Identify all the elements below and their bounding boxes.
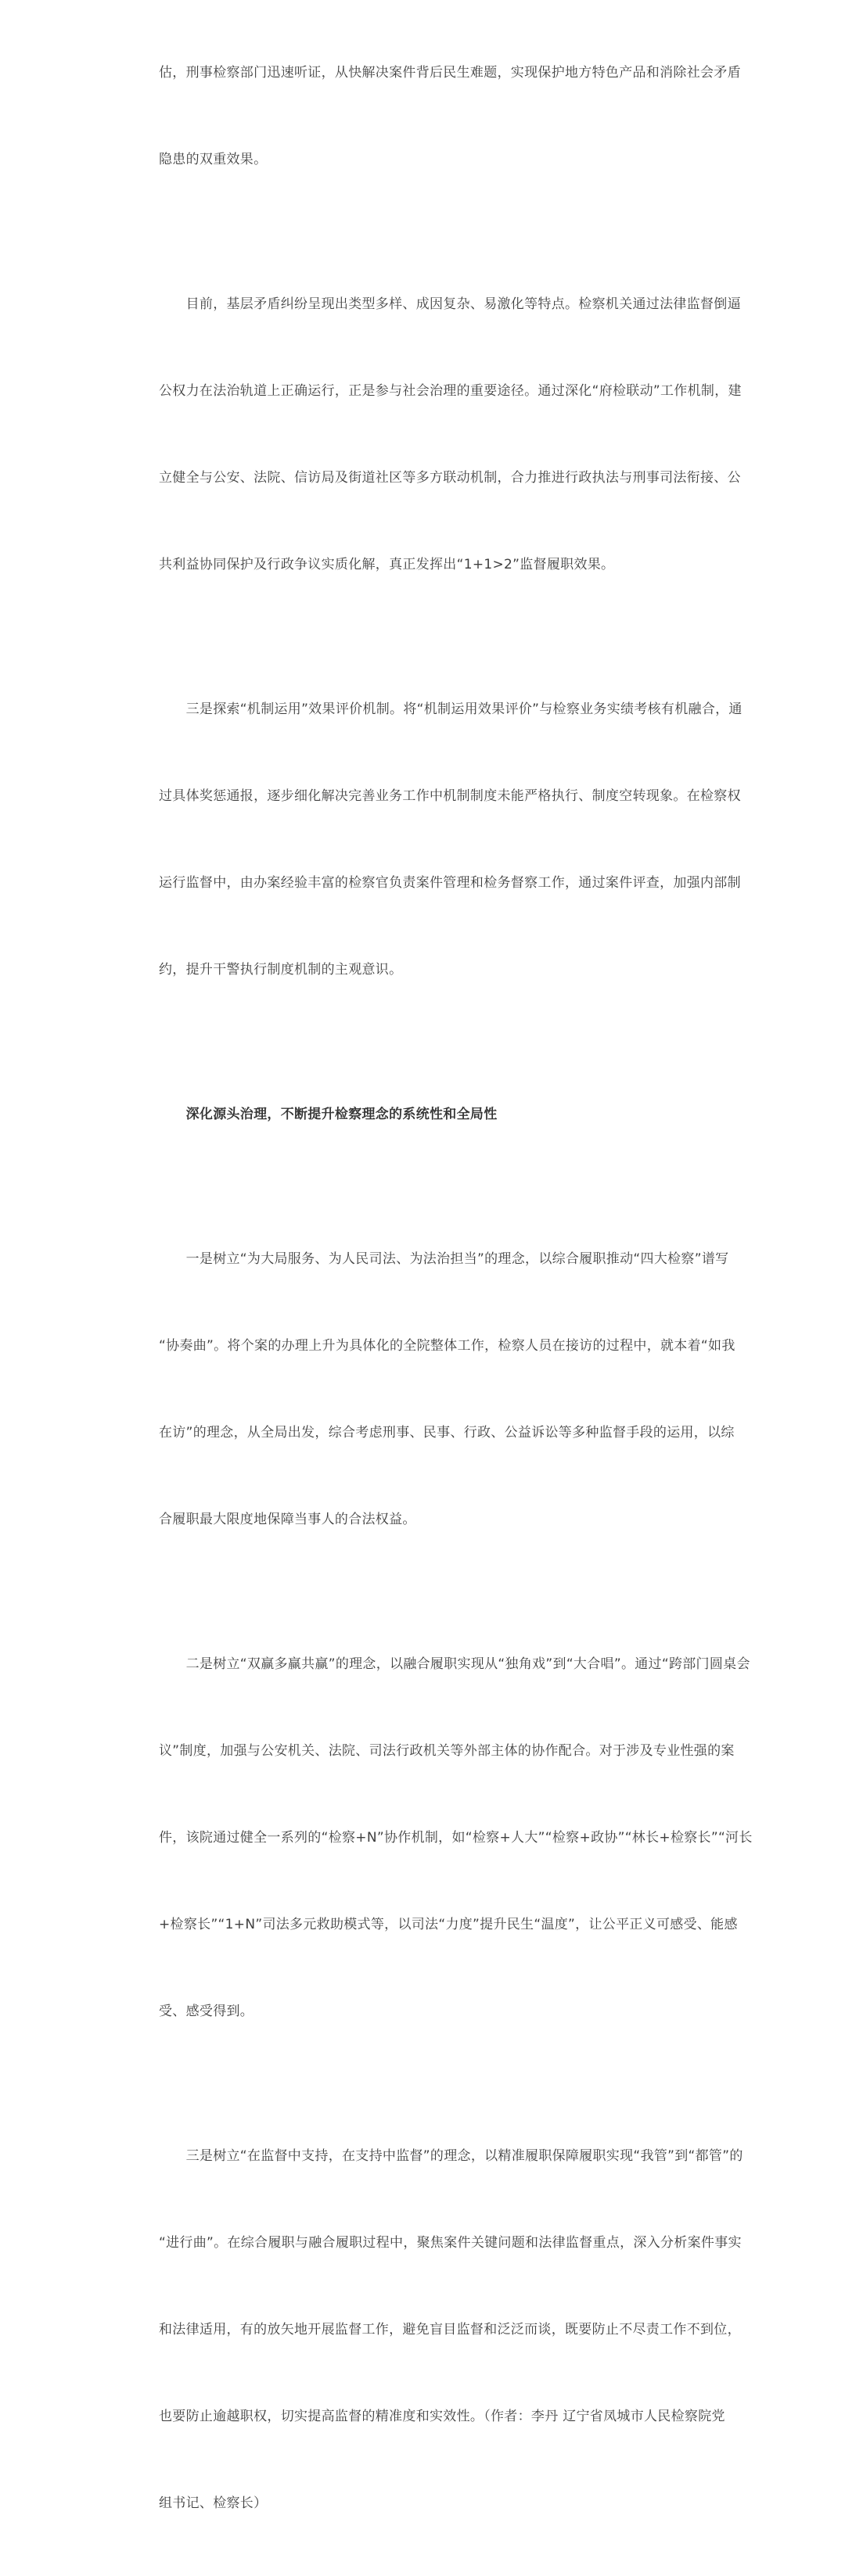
text-line: 和法律适用，有的放矢地开展监督工作，避免盲目监督和泛泛而谈，既要防止不尽责工作不到位， [159, 2322, 741, 2337]
text-line: 立健全与公安、法院、信访局及街道社区等多方联动机制，合力推进行政执法与刑事司法衔接、公 [159, 470, 741, 486]
text-line: 件，该院通过健全一系列的“检察+N”协作机制，如“检察+人大”“检察+政协”“林长+检察长”“河长 [159, 1830, 753, 1846]
section-heading [159, 1042, 772, 1187]
heading-text: 深化源头治理，不断提升检察理念的系统性和全局性 [159, 1107, 498, 1122]
text-line: 共利益协同保护及行政争议实质化解，真正发挥出“1+1>2”监督履职效果。 [159, 557, 615, 572]
paragraph-5 [159, 1592, 772, 2084]
paragraph-3 [159, 637, 772, 1042]
text-line: 三是树立“在监督中支持，在支持中监督”的理念，以精准履职保障履职实现“我管”到“都管”的 [159, 2148, 743, 2164]
text-line: +检察长”“1+N”司法多元救助模式等，以司法“力度”提升民生“温度”，让公平正义可感受、能感 [159, 1917, 738, 1932]
text-line: 组书记、检察长） [159, 2495, 268, 2511]
text-line: “进行曲”。在综合履职与融合履职过程中，聚焦案件关键问题和法律监督重点，深入分析案件事实 [159, 2235, 742, 2251]
text-line: 三是探索“机制运用”效果评价机制。将“机制运用效果评价”与检察业务实绩考核有机融合，通 [159, 701, 743, 717]
paragraph-6 [159, 2084, 772, 2576]
text-line: 在访”的理念，从全局出发，综合考虑刑事、民事、行政、公益诉讼等多种监督手段的运用，以综 [159, 1425, 735, 1440]
text-line: 合履职最大限度地保障当事人的合法权益。 [159, 1512, 416, 1527]
text-line: 也要防止逾越职权，切实提高监督的精准度和实效性。（作者：李丹 辽宁省凤城市人民检察院党 [159, 2409, 725, 2424]
paragraph-2 [159, 232, 772, 637]
text-line: 受、感受得到。 [159, 2004, 254, 2019]
text-line: 运行监督中，由办案经验丰富的检察官负责案件管理和检务督察工作，通过案件评查，加强内部制 [159, 875, 741, 891]
text-line: 过具体奖惩通报，逐步细化解决完善业务工作中机制制度未能严格执行、制度空转现象。在检察权 [159, 788, 741, 804]
text-line: 议”制度，加强与公安机关、法院、司法行政机关等外部主体的协作配合。对于涉及专业性强的案 [159, 1743, 735, 1759]
text-line: 二是树立“双赢多赢共赢”的理念，以融合履职实现从“独角戏”到“大合唱”。通过“跨部门圆桌会 [159, 1656, 750, 1672]
paragraph-4 [159, 1187, 772, 1592]
text-line: 公权力在法治轨道上正确运行，正是参与社会治理的重要途径。通过深化“府检联动”工作机制，建 [159, 383, 742, 399]
text-line: 约，提升干警执行制度机制的主观意识。 [159, 962, 403, 978]
paragraph-1 [159, 1, 772, 232]
text-line: “协奏曲”。将个案的办理上升为具体化的全院整体工作，检察人员在接访的过程中，就本着“如我 [159, 1338, 735, 1354]
text-line: 估，刑事检察部门迅速听证，从快解决案件背后民生难题，实现保护地方特色产品和消除社会矛盾 [159, 65, 741, 81]
text-line: 一是树立“为大局服务、为人民司法、为法治担当”的理念，以综合履职推动“四大检察”谱写 [159, 1251, 729, 1267]
article-body [159, 0, 772, 2576]
text-line: 隐患的双重效果。 [159, 152, 268, 167]
text-line: 目前，基层矛盾纠纷呈现出类型多样、成因复杂、易激化等特点。检察机关通过法律监督倒逼 [159, 296, 741, 312]
